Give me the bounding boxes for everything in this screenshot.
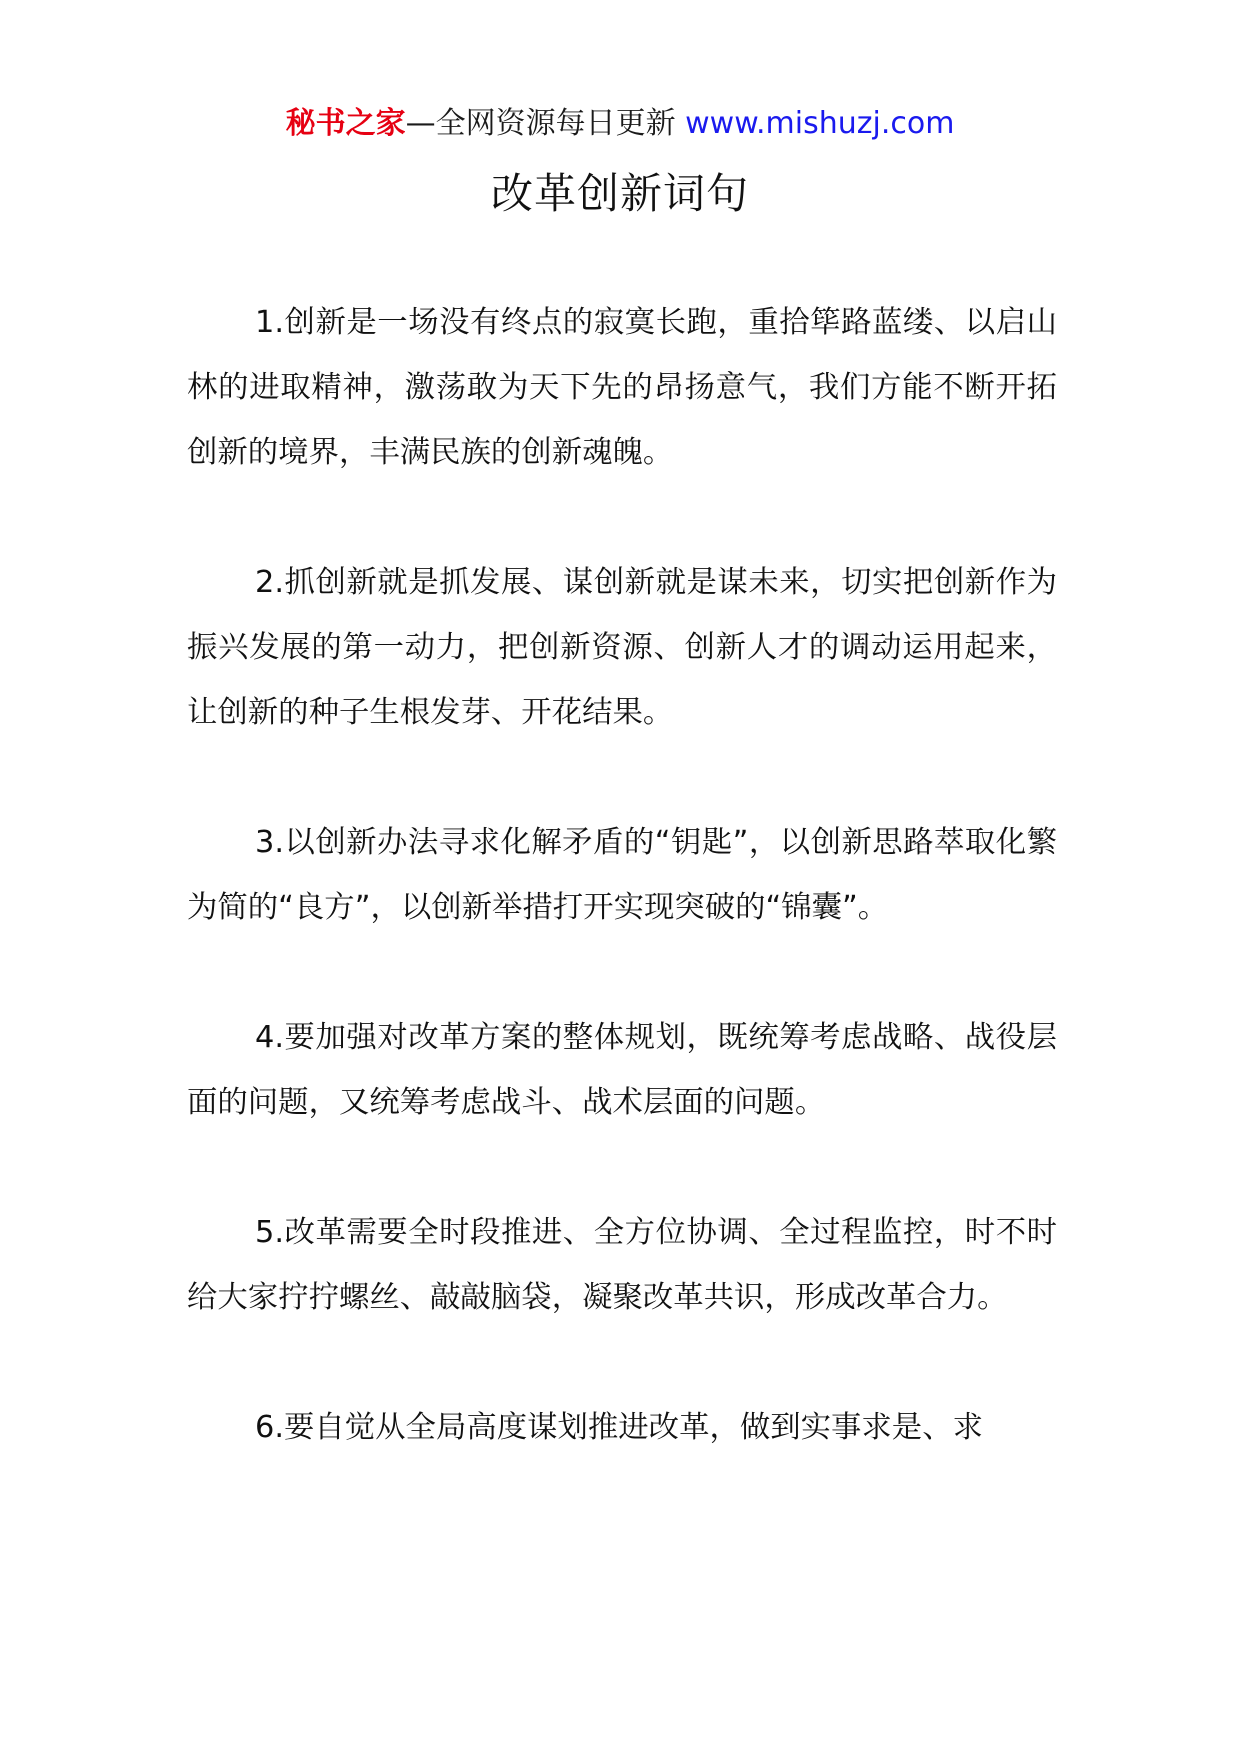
site-brand: 秘书之家 <box>285 106 406 141</box>
document-title: 改革创新词句 <box>490 169 749 218</box>
paragraph-1: 1.创新是一场没有终点的寂寞长跑，重拾筚路蓝缕、以启山林的进取精神，激荡敢为天下先的昂扬意气，我们方能不断开拓创新的境界，丰满民族的创新魂魄。 <box>187 305 1057 470</box>
site-header <box>0 102 1240 146</box>
paragraph-2: 2.抓创新就是抓发展、谋创新就是谋未来，切实把创新作为振兴发展的第一动力，把创新资源、创新人才的调动运用起来，让创新的种子生根发芽、开花结果。 <box>187 565 1057 730</box>
site-url-link[interactable]: www.mishuzj.com <box>685 106 955 141</box>
paragraph-5: 5.改革需要全时段推进、全方位协调、全过程监控，时不时给大家拧拧螺丝、敲敲脑袋，凝聚改革共识，形成改革合力。 <box>187 1215 1057 1315</box>
paragraph-3: 3.以创新办法寻求化解矛盾的“钥匙”，以创新思路萃取化繁为简的“良方”，以创新举措打开实现突破的“锦囊”。 <box>187 825 1057 925</box>
site-tagline: —全网资源每日更新 <box>405 106 676 141</box>
paragraph-6: 6.要自觉从全局高度谋划推进改革，做到实事求是、求 <box>255 1410 983 1445</box>
document-body <box>187 290 1057 1525</box>
paragraph-4: 4.要加强对改革方案的整体规划，既统筹考虑战略、战役层面的问题，又统筹考虑战斗、战术层面的问题。 <box>187 1020 1057 1120</box>
